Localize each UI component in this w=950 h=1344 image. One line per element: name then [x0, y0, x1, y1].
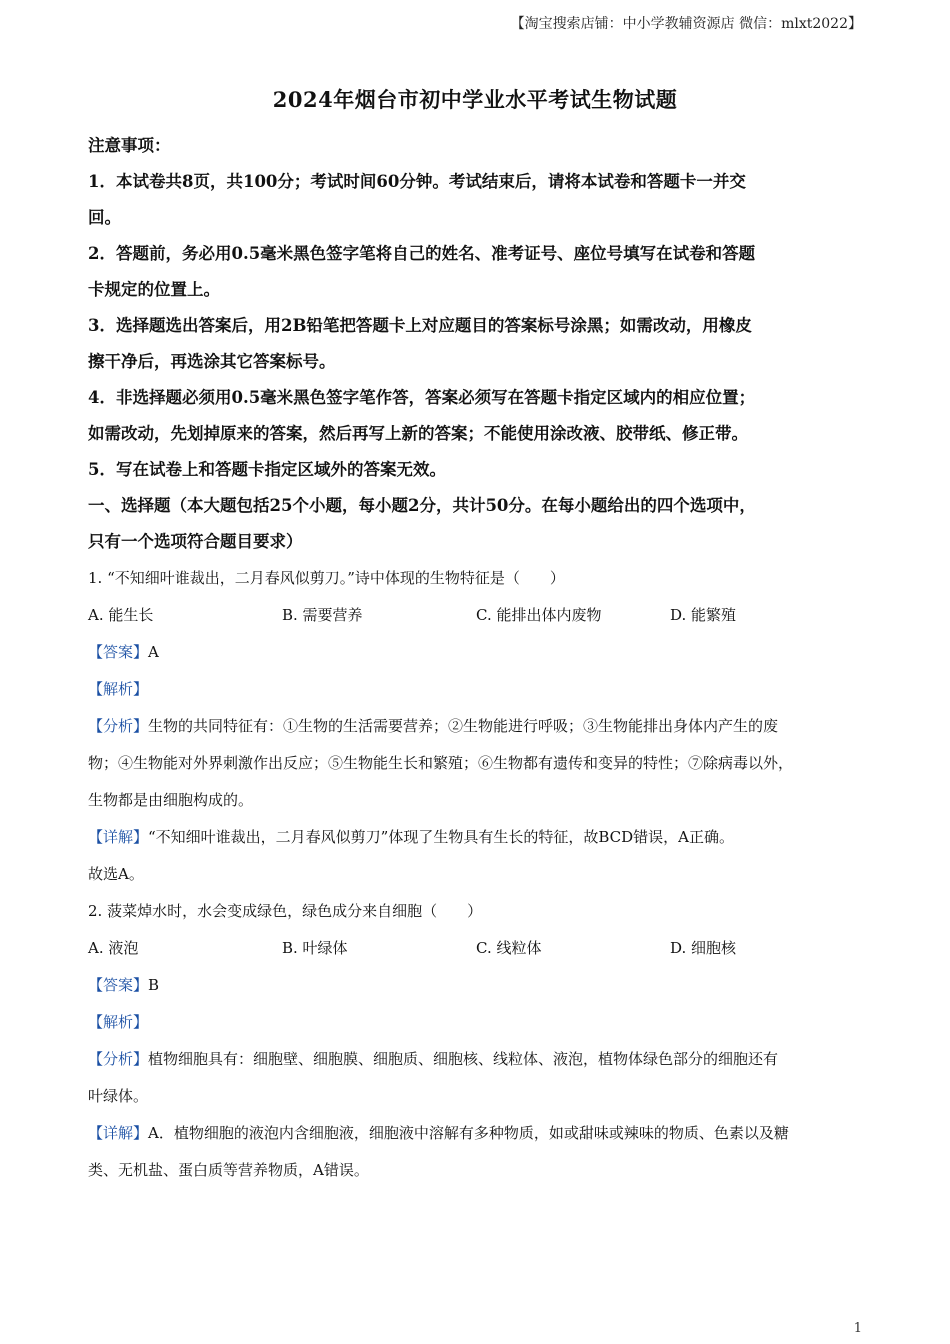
question-1-options — [88, 597, 864, 634]
fenxi-text: 生物的共同特征有：①生物的生活需要营养；②生物能进行呼吸；③生物能排出身体内产生的废 — [148, 717, 779, 735]
question-1-conclusion: 故选A。 — [88, 865, 144, 883]
question-1-fenxi — [88, 708, 864, 745]
question-2-xiangjie-cont: 类、无机盐、蛋白质等营养物质，A错误。 — [88, 1161, 369, 1179]
question-1-option-b: B. 需要营养 — [282, 606, 363, 624]
notice-line: 如需改动，先划掉原来的答案，然后再写上新的答案；不能使用涂改液、胶带纸、修正带。 — [88, 424, 748, 443]
notice-line: 卡规定的位置上。 — [88, 280, 220, 299]
question-2-answer — [88, 967, 864, 1004]
notice-heading: 注意事项： — [88, 136, 171, 155]
answer-value: B — [148, 976, 160, 994]
question-2-stem: 2. 菠菜焯水时，水会变成绿色，绿色成分来自细胞（ ） — [88, 902, 483, 920]
question-1-option-c: C. 能排出体内废物 — [476, 606, 602, 624]
analysis-tag: 【解析】 — [88, 1013, 149, 1031]
question-2-options — [88, 930, 864, 967]
question-2-option-a: A. 液泡 — [88, 939, 139, 957]
notice-line: 擦干净后，再选涂其它答案标号。 — [88, 352, 336, 371]
notice-line: 3．选择题选出答案后，用2B铅笔把答题卡上对应题目的答案标号涂黑；如需改动，用橡皮 — [88, 316, 752, 335]
section-heading-cont: 只有一个选项符合题目要求） — [88, 532, 303, 551]
answer-tag: 【答案】 — [88, 976, 149, 994]
question-1-xiangjie — [88, 819, 864, 856]
question-1-analysis-tag — [88, 671, 864, 708]
xiangjie-text: A．植物细胞的液泡内含细胞液，细胞液中溶解有多种物质，如或甜味或辣味的物质、色素以及糖 — [148, 1124, 789, 1142]
question-1-option-a: A. 能生长 — [88, 606, 154, 624]
xiangjie-tag: 【详解】 — [88, 828, 149, 846]
notice-line: 4．非选择题必须用0.5毫米黑色签字笔作答，答案必须写在答题卡指定区域内的相应位置； — [88, 388, 756, 407]
page-number: 1 — [853, 1321, 862, 1336]
question-2-option-b: B. 叶绿体 — [282, 939, 348, 957]
question-2-option-c: C. 线粒体 — [476, 939, 542, 957]
notice-line: 2．答题前，务必用0.5毫米黑色签字笔将自己的姓名、准考证号、座位号填写在试卷和答题 — [88, 244, 756, 263]
document-body — [88, 128, 864, 1189]
question-1-option-d: D. 能繁殖 — [670, 606, 737, 624]
question-1-fenxi-cont: 生物都是由细胞构成的。 — [88, 791, 254, 809]
page-title: 2024年烟台市初中学业水平考试生物试题 — [272, 87, 678, 112]
question-2-analysis-tag — [88, 1004, 864, 1041]
notice-line: 回。 — [88, 208, 121, 227]
notice-line: 1．本试卷共8页，共100分；考试时间60分钟。考试结束后，请将本试卷和答题卡一并交 — [88, 172, 746, 191]
xiangjie-tag: 【详解】 — [88, 1124, 149, 1142]
fenxi-tag: 【分析】 — [88, 1050, 149, 1068]
question-1-fenxi-cont: 物；④生物能对外界刺激作出反应；⑤生物能生长和繁殖；⑥生物都有遗传和变异的特性；⑦除病毒以外， — [88, 754, 794, 772]
fenxi-tag: 【分析】 — [88, 717, 149, 735]
analysis-tag: 【解析】 — [88, 680, 149, 698]
question-1-answer — [88, 634, 864, 671]
xiangjie-text: “不知细叶谁裁出，二月春风似剪刀”体现了生物具有生长的特征，故BCD错误，A正确。 — [148, 828, 734, 846]
question-1-stem: 1. “不知细叶谁裁出，二月春风似剪刀。”诗中体现的生物特征是（ ） — [88, 569, 565, 587]
notice-line: 5．写在试卷上和答题卡指定区域外的答案无效。 — [88, 460, 446, 479]
answer-value: A — [148, 643, 159, 661]
question-2-fenxi-cont: 叶绿体。 — [88, 1087, 149, 1105]
header-note: 【淘宝搜索店铺：中小学教辅资源店 微信：mlxt2022】 — [510, 16, 862, 32]
question-2-fenxi — [88, 1041, 864, 1078]
question-2-option-d: D. 细胞核 — [670, 939, 737, 957]
answer-tag: 【答案】 — [88, 643, 149, 661]
question-2-xiangjie — [88, 1115, 864, 1152]
fenxi-text: 植物细胞具有：细胞壁、细胞膜、细胞质、细胞核、线粒体、液泡，植物体绿色部分的细胞还有 — [148, 1050, 779, 1068]
section-heading: 一、选择题（本大题包括25个小题，每小题2分，共计50分。在每小题给出的四个选项中， — [88, 496, 756, 515]
